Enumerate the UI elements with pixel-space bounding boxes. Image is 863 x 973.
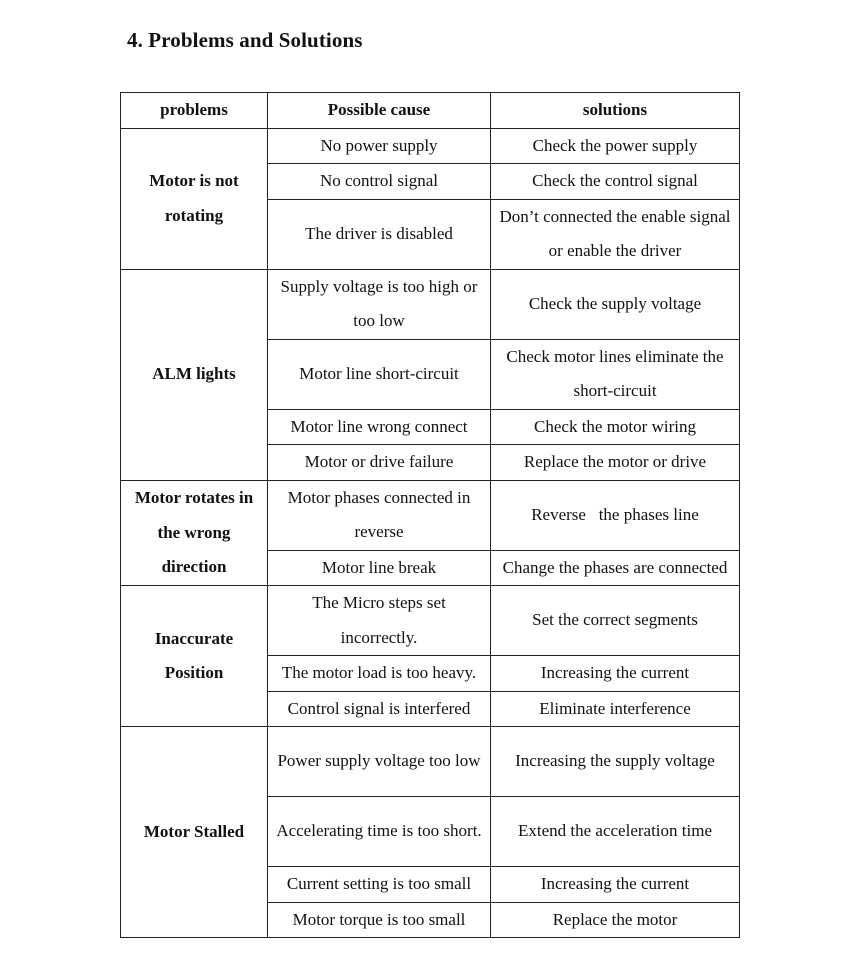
header-possible-cause: Possible cause (268, 93, 491, 129)
cause-cell: The motor load is too heavy. (268, 656, 491, 692)
problem-cell: Motor is not rotating (121, 128, 268, 269)
solution-cell: Check the control signal (491, 164, 740, 200)
cause-cell: Supply voltage is too high or too low (268, 269, 491, 339)
cause-cell: No control signal (268, 164, 491, 200)
solution-cell: Check the motor wiring (491, 409, 740, 445)
header-solutions: solutions (491, 93, 740, 129)
solution-cell: Increasing the supply voltage (491, 727, 740, 797)
cause-cell: Motor line short-circuit (268, 339, 491, 409)
solution-cell: Don’t connected the enable signal or enable the driver (491, 199, 740, 269)
page-title: 4. Problems and Solutions (127, 28, 363, 52)
table-row (121, 269, 740, 339)
problems-solutions-table (120, 92, 740, 938)
problem-cell: Motor rotates in the wrong direction (121, 480, 268, 586)
solution-cell: Replace the motor or drive (491, 445, 740, 481)
cause-cell: Control signal is interfered (268, 691, 491, 727)
header-problems: problems (121, 93, 268, 129)
table-row (121, 128, 740, 164)
cause-cell: Motor line break (268, 550, 491, 586)
table-header-row (121, 93, 740, 129)
solution-cell: Check motor lines eliminate the short-circuit (491, 339, 740, 409)
problem-cell: Motor Stalled (121, 727, 268, 938)
solution-cell: Increasing the current (491, 867, 740, 903)
cause-cell: Motor line wrong connect (268, 409, 491, 445)
cause-cell: The Micro steps set incorrectly. (268, 586, 491, 656)
solution-cell: Check the supply voltage (491, 269, 740, 339)
solution-cell: Check the power supply (491, 128, 740, 164)
solution-cell: Change the phases are connected (491, 550, 740, 586)
table-row (121, 586, 740, 656)
cause-cell: Motor or drive failure (268, 445, 491, 481)
solution-cell: Set the correct segments (491, 586, 740, 656)
solution-cell: Reverse the phases line (491, 480, 740, 550)
cause-cell: Motor phases connected in reverse (268, 480, 491, 550)
cause-cell: Accelerating time is too short. (268, 797, 491, 867)
solution-cell: Extend the acceleration time (491, 797, 740, 867)
solution-cell: Increasing the current (491, 656, 740, 692)
problem-cell: ALM lights (121, 269, 268, 480)
table-row (121, 480, 740, 550)
problem-cell: Inaccurate Position (121, 586, 268, 727)
solution-cell: Eliminate interference (491, 691, 740, 727)
cause-cell: The driver is disabled (268, 199, 491, 269)
table-row (121, 727, 740, 797)
cause-cell: Motor torque is too small (268, 902, 491, 938)
cause-cell: Power supply voltage too low (268, 727, 491, 797)
solution-cell: Replace the motor (491, 902, 740, 938)
cause-cell: No power supply (268, 128, 491, 164)
cause-cell: Current setting is too small (268, 867, 491, 903)
